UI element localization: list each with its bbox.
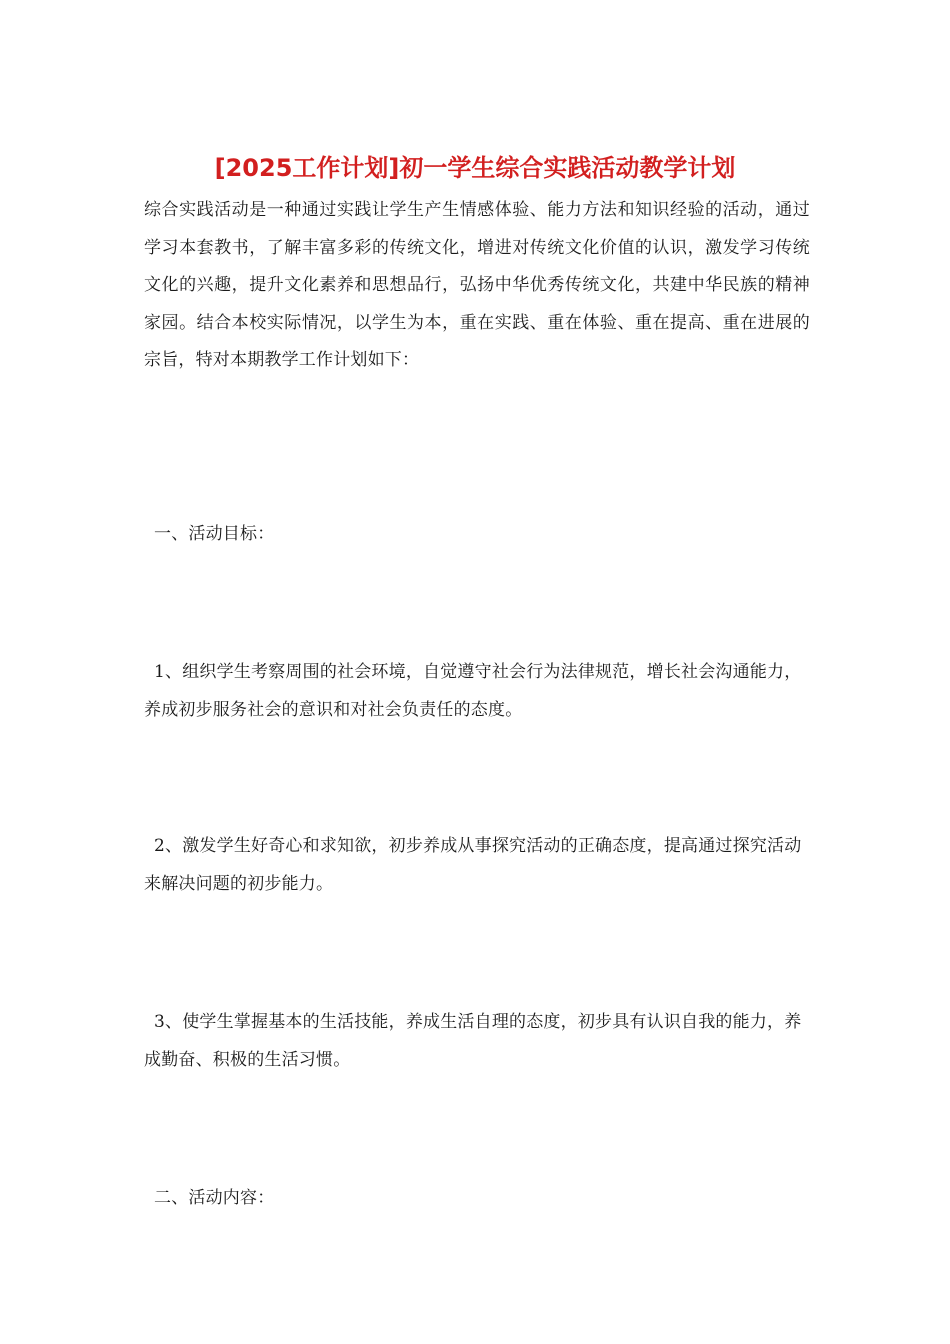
section-heading-goals: 一、活动目标： xyxy=(154,524,275,544)
section-heading-content: 二、活动内容： xyxy=(154,1188,275,1208)
goal-item-2: 2、激发学生好奇心和求知欲，初步养成从事探究活动的正确态度，提高通过探究活动来解决问题的初步能力。 xyxy=(144,836,802,894)
intro-paragraph: 综合实践活动是一种通过实践让学生产生情感体验、能力方法和知识经验的活动，通过学习本套教书，了解丰富多彩的传统文化，增进对传统文化价值的认识，激发学习传统文化的兴趣，提升文化素养和思想品行，弘扬中华优秀传统文化，共建中华民族的精神家园。结合本校实际情况，以学生为本，重在实践、重在体验、重在提高、重在进展的宗旨，特对本期教学工作计划如下： xyxy=(144,200,810,370)
goal-item-3: 3、使学生掌握基本的生活技能，养成生活自理的态度，初步具有认识自我的能力，养成勤奋、积极的生活习惯。 xyxy=(144,1012,802,1070)
goal-item-1: 1、组织学生考察周围的社会环境，自觉遵守社会行为法律规范，增长社会沟通能力，养成初步服务社会的意识和对社会负责任的态度。 xyxy=(144,662,802,720)
document-title: [2025工作计划]初一学生综合实践活动教学计划 xyxy=(214,154,736,182)
